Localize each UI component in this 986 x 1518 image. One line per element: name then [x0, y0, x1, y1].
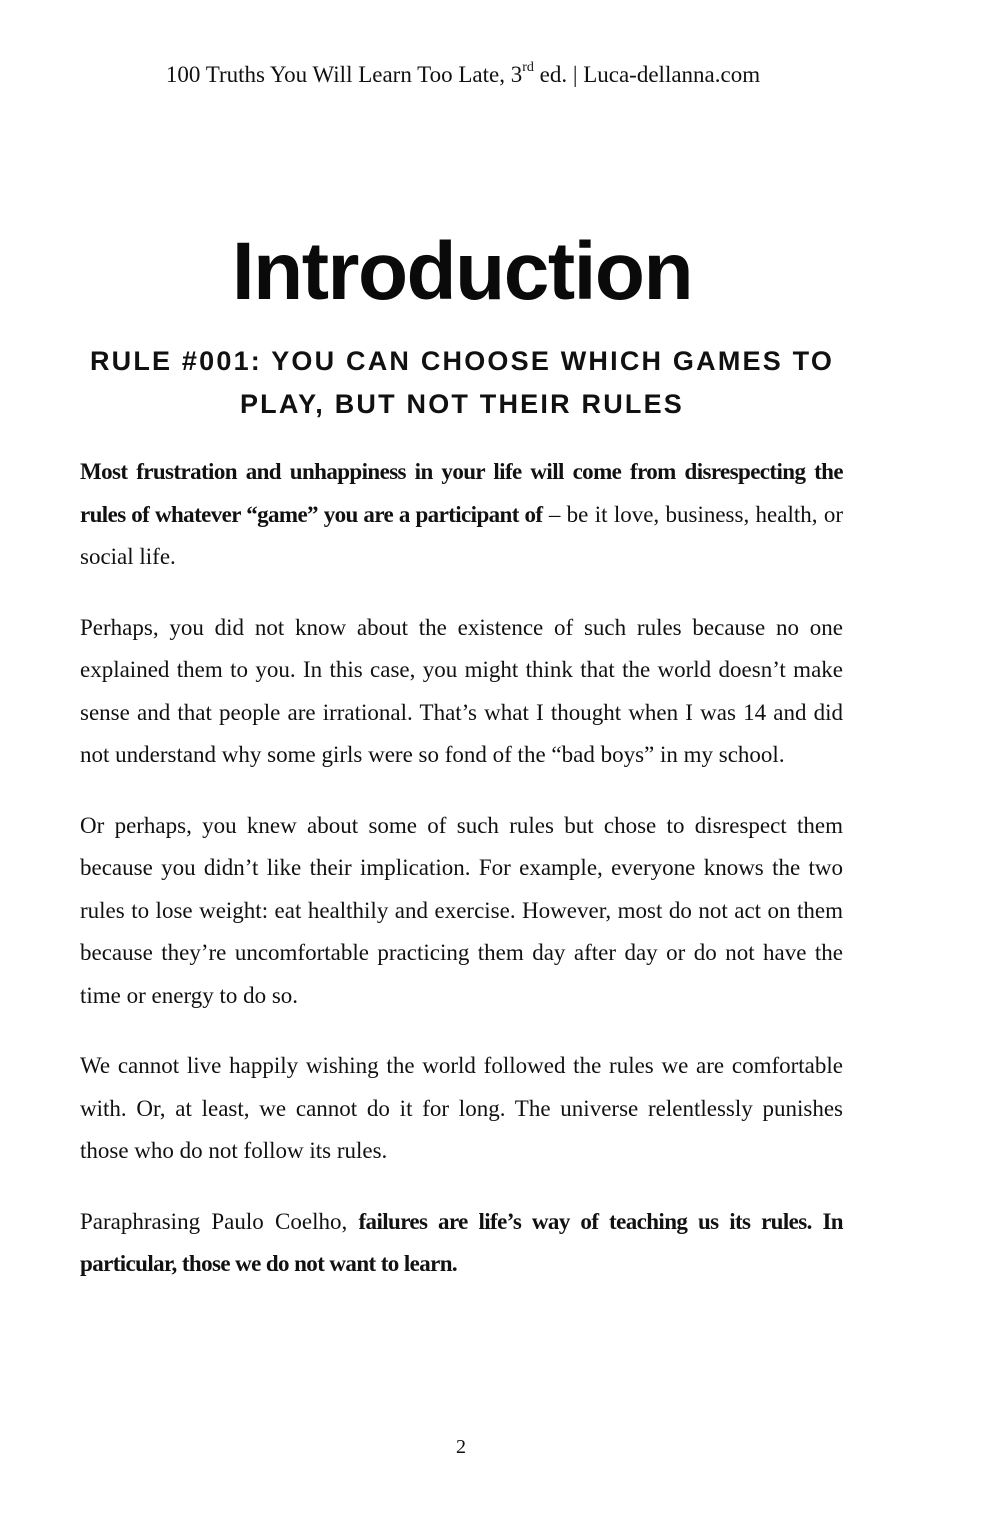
- running-header: [0, 62, 926, 88]
- paragraph-1: [80, 451, 843, 579]
- page-number: 2: [456, 1436, 466, 1458]
- paragraph-4: We cannot live happily wishing the world followed the rules we are comfortable with. Or, at least, we cannot do it for long. The universe relentlessly punishes those who do not follow its rules.: [80, 1053, 843, 1163]
- body-text: [80, 451, 843, 1314]
- rule-title: RULE #001: YOU CAN CHOOSE WHICH GAMES TO PLAY, BUT NOT THEIR RULES: [89, 346, 835, 419]
- header-superscript: rd: [522, 60, 534, 76]
- header-site: ed. | Luca-dellanna.com: [533, 62, 761, 87]
- paragraph-5-plain: Paraphrasing Paulo Coelho,: [80, 1208, 359, 1234]
- paragraph-1-bold: Most frustration and unhappiness in your life will come from disrespecting the rules of whatever “game” you are a participant of: [80, 459, 843, 527]
- paragraph-5-bold: failures are life’s way of teaching us its rules. In particular, those we do not want to learn.: [80, 1208, 843, 1276]
- chapter-title: Introduction: [231, 226, 693, 317]
- paragraph-5: [80, 1201, 843, 1286]
- header-title: 100 Truths You Will Learn Too Late, 3: [165, 62, 523, 87]
- paragraph-1-rest: – be it love, business, health, or social life.: [80, 501, 843, 569]
- paragraph-3: Or perhaps, you knew about some of such rules but chose to disrespect them because you didn’t like their implication. For example, everyone knows the two rules to lose weight: eat healthily and exercise. However, most do not act on them because they’re uncomfortable practicing them day after day or do not have the time or energy to do so.: [80, 812, 843, 1008]
- paragraph-2: Perhaps, you did not know about the existence of such rules because no one explained them to you. In this case, you might think that the world doesn’t make sense and that people are irrational. That’s what I thought when I was 14 and did not understand why some girls were so fond of the “bad boys” in my school.: [80, 614, 843, 767]
